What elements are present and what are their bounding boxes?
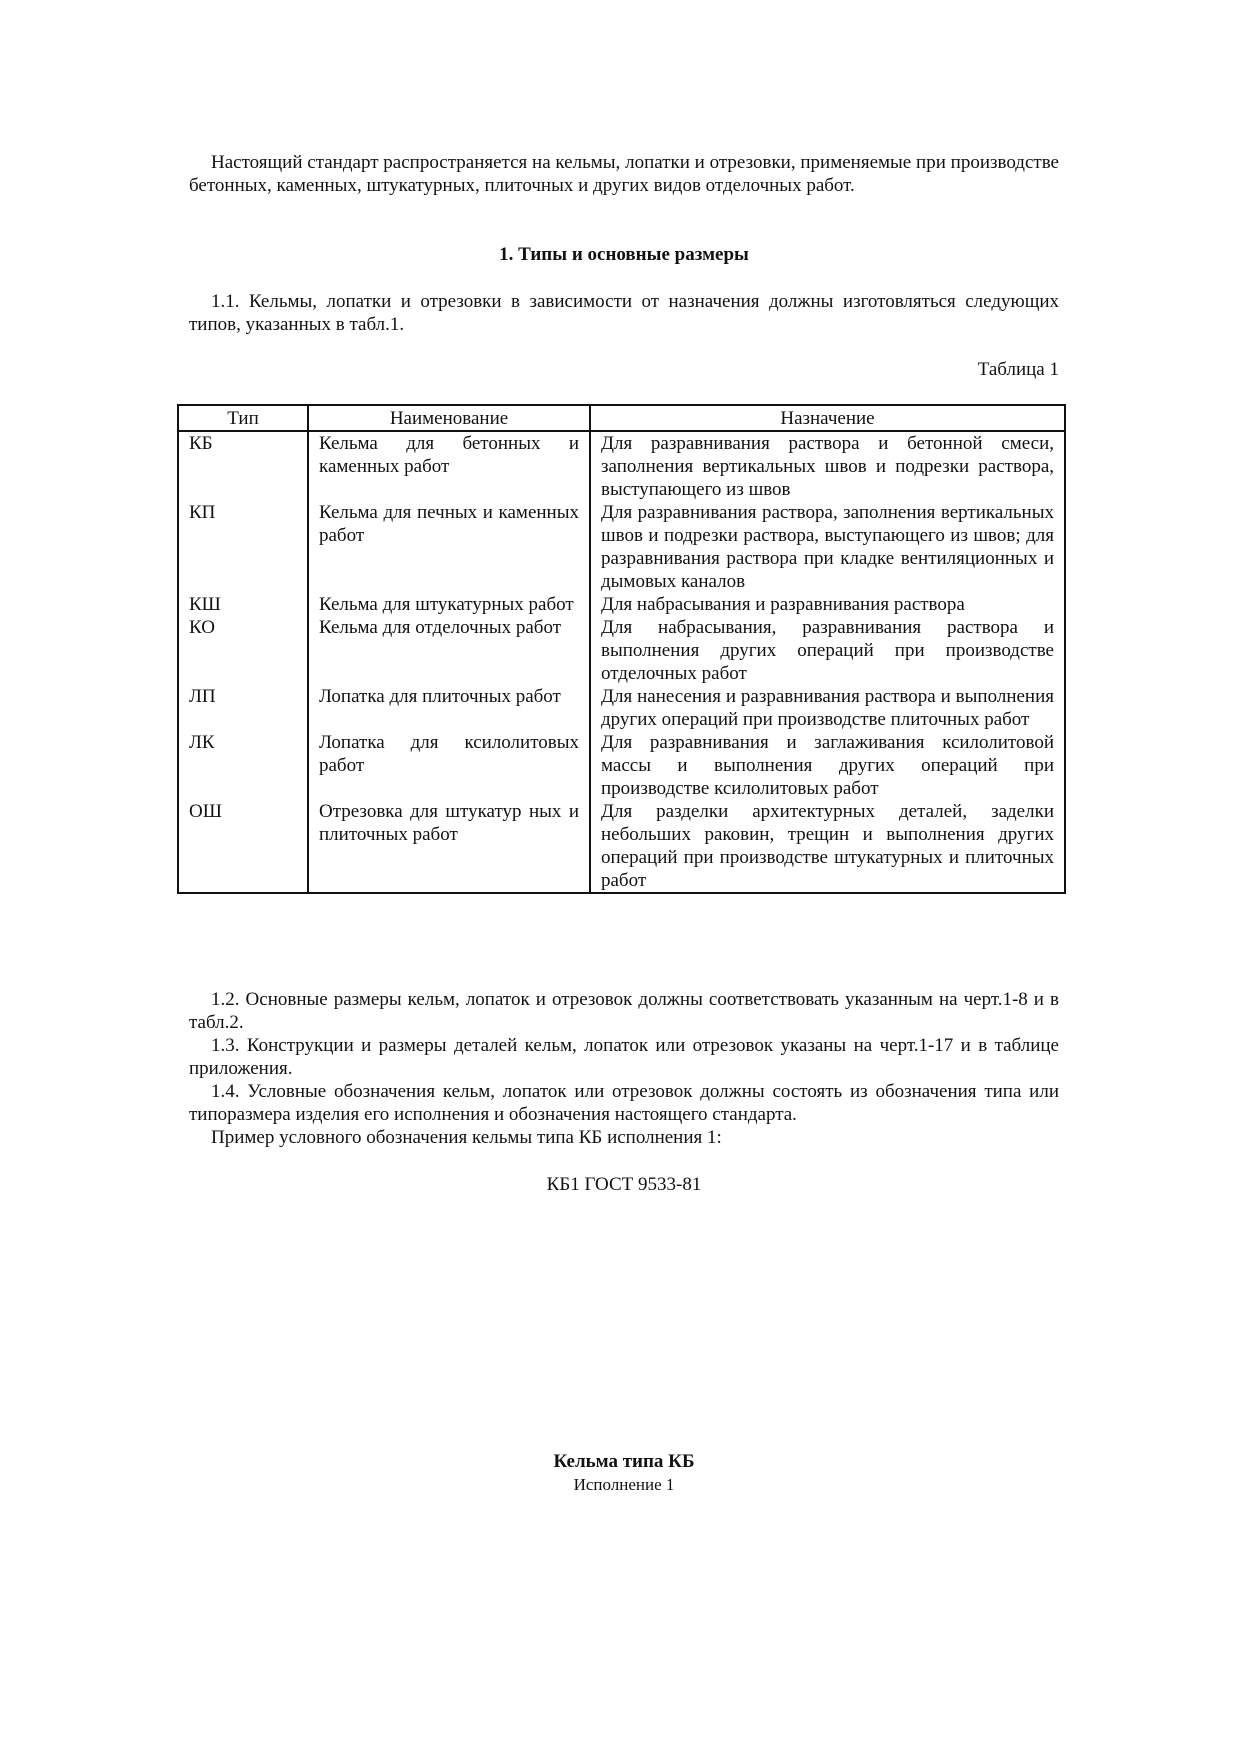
cell-name: Кельма для бетонных и каменных работ	[308, 431, 590, 501]
cell-name: Кельма для отделочных работ	[308, 616, 590, 685]
cell-purpose: Для разравнивания раствора, заполнения вертикальных швов и подрезки раствора, выступающего из швов; для разравнивания раствора при кладке вентиляционных и дымовых каналов	[590, 501, 1065, 593]
intro-paragraph	[189, 151, 1059, 197]
figure-subtitle: Исполнение 1	[573, 1475, 675, 1494]
cell-type: КП	[178, 501, 308, 593]
cell-purpose: Для нанесения и разравнивания раствора и выполнения других операций при производстве плиточных работ	[590, 685, 1065, 731]
cell-purpose: Для набрасывания и разравнивания раствора	[590, 593, 1065, 616]
cell-purpose: Для разравнивания и заглаживания ксилолитовой массы и выполнения других операций при производстве ксилолитовых работ	[590, 731, 1065, 800]
table-row	[178, 685, 1065, 731]
cell-type: ЛК	[178, 731, 308, 800]
cell-purpose: Для разравнивания раствора и бетонной смеси, заполнения вертикальных швов и подрезки раствора, выступающего из швов	[590, 431, 1065, 501]
figure-title: Кельма типа КБ	[553, 1451, 695, 1472]
types-table	[177, 404, 1066, 894]
cell-purpose: Для разделки архитектурных деталей, заделки небольших раковин, трещин и выполнения других операций при производстве штукатурных и плиточных работ	[590, 800, 1065, 893]
cell-type: КО	[178, 616, 308, 685]
intro-text: Настоящий стандарт распространяется на кельмы, лопатки и отрезовки, применяемые при производстве бетонных, каменных, штукатурных, плиточных и других видов отделочных работ.	[189, 152, 1059, 196]
table-row	[178, 800, 1065, 893]
header-type: Тип	[178, 405, 308, 431]
table-row	[178, 431, 1065, 501]
cell-name: Лопатка для ксилолитовых работ	[308, 731, 590, 800]
example-paragraph: Пример условного обозначения кельмы типа КБ исполнения 1:	[211, 1127, 722, 1148]
cell-name: Кельма для печных и каменных работ	[308, 501, 590, 593]
cell-name: Кельма для штукатурных работ	[308, 593, 590, 616]
table-row	[178, 616, 1065, 685]
paragraph-1-2: 1.2. Основные размеры кельм, лопаток и отрезовок должны соответствовать указанным на черт.1-8 и в табл.2.	[189, 989, 1059, 1033]
cell-name: Отрезовка для штукатур ных и плиточных работ	[308, 800, 590, 893]
paragraph-1-3: 1.3. Конструкции и размеры деталей кельм, лопаток или отрезовок указаны на черт.1-17 и в таблице приложения.	[189, 1035, 1059, 1079]
table-header-row	[178, 405, 1065, 431]
designation: КБ1 ГОСТ 9533-81	[546, 1174, 702, 1195]
table-row	[178, 731, 1065, 800]
table-label: Таблица 1	[977, 359, 1059, 380]
cell-type: ЛП	[178, 685, 308, 731]
paragraph-1-4: 1.4. Условные обозначения кельм, лопаток или отрезовок должны состоять из обозначения типа или типоразмера изделия его исполнения и обозначения настоящего стандарта.	[189, 1081, 1059, 1125]
cell-name: Лопатка для плиточных работ	[308, 685, 590, 731]
cell-type: ОШ	[178, 800, 308, 893]
table-row	[178, 593, 1065, 616]
section-title: 1. Типы и основные размеры	[499, 244, 749, 265]
header-name: Наименование	[308, 405, 590, 431]
cell-purpose: Для набрасывания, разравнивания раствора и выполнения других операций при производстве отделочных работ	[590, 616, 1065, 685]
table-row	[178, 501, 1065, 593]
cell-type: КШ	[178, 593, 308, 616]
header-purpose: Назначение	[590, 405, 1065, 431]
paragraph-1-1: 1.1. Кельмы, лопатки и отрезовки в зависимости от назначения должны изготовляться следующих типов, указанных в табл.1.	[189, 291, 1059, 335]
cell-type: КБ	[178, 431, 308, 501]
